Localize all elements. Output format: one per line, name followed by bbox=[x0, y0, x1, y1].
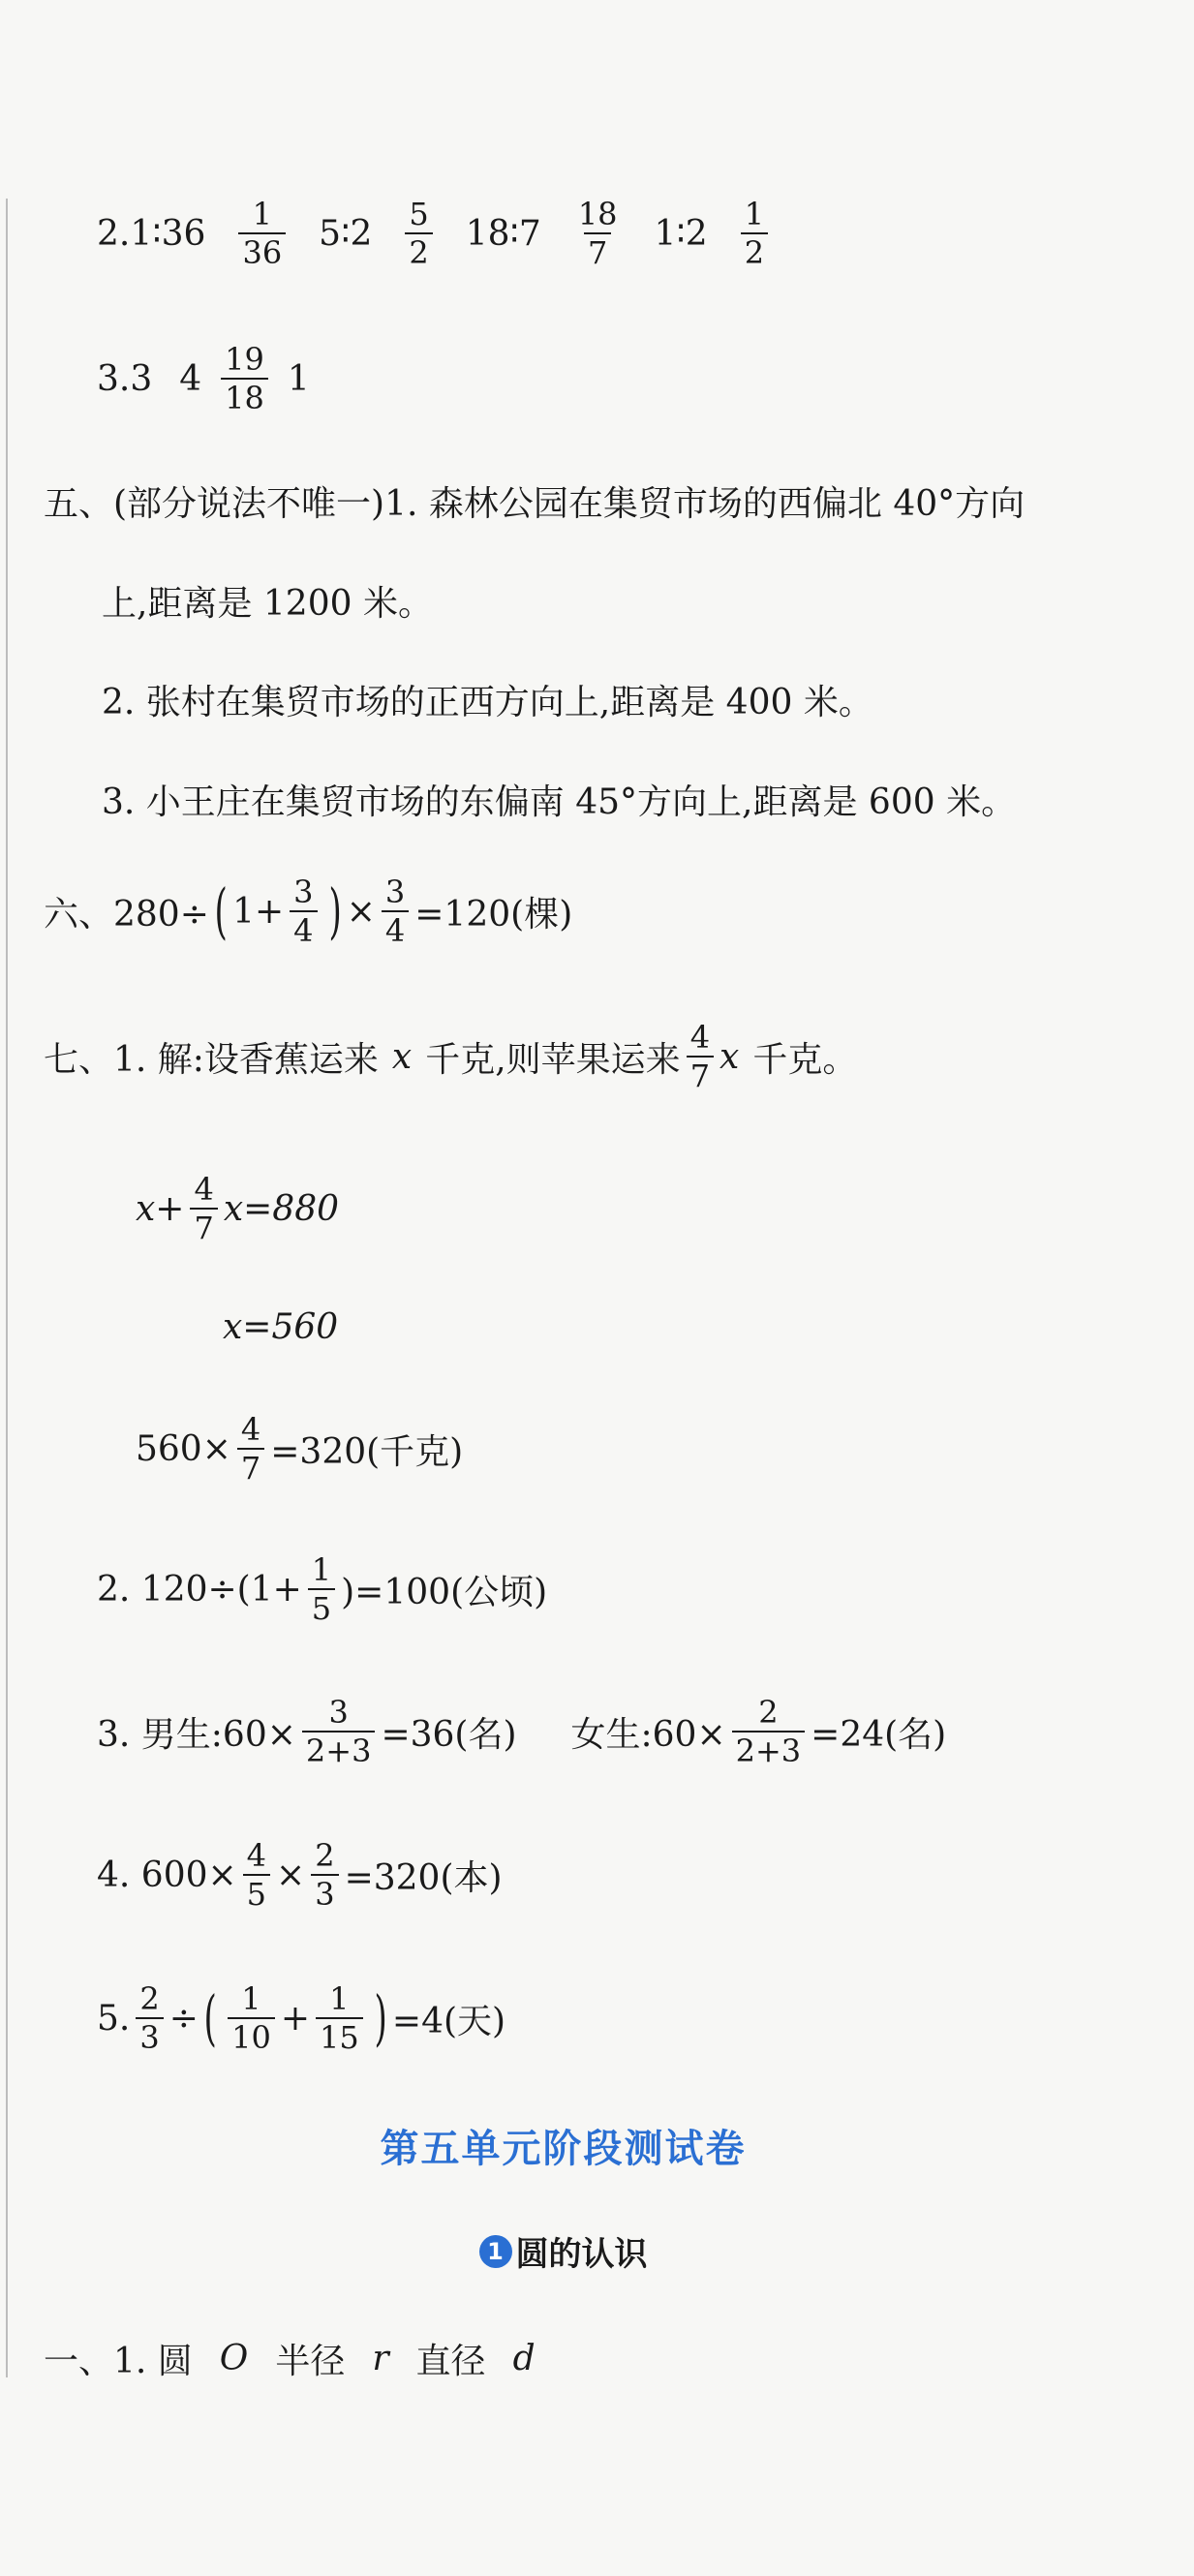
variable: x bbox=[391, 1036, 413, 1077]
fraction: $\frac{1}{10}$ bbox=[228, 1983, 275, 2053]
answer-5-2: 2. 张村在集贸市场的正西方向上,距离是 400 米。 bbox=[102, 683, 873, 722]
answer-7-3 bbox=[97, 1694, 947, 1769]
expr-text: 3. 男生:60× bbox=[97, 1714, 296, 1755]
ratio: 1∶2 bbox=[654, 213, 708, 254]
expr-text: 4. 600× bbox=[97, 1855, 237, 1895]
fraction: $\frac{4}{5}$ bbox=[243, 1840, 270, 1910]
fraction: $\frac{3}{4}$ bbox=[382, 876, 409, 946]
paren: ( bbox=[203, 1982, 217, 2053]
answer-7-2 bbox=[97, 1551, 548, 1627]
item-label: 3. bbox=[97, 358, 131, 399]
answer-4-3 bbox=[97, 341, 310, 416]
equation-2 bbox=[223, 1307, 338, 1347]
equation-1 bbox=[136, 1171, 340, 1246]
subtitle-text: 圆的认识 bbox=[515, 2235, 648, 2274]
fraction: $\frac{4}{7}$ bbox=[687, 1022, 714, 1091]
text: 直径 bbox=[415, 2342, 486, 2381]
text: 半径 bbox=[275, 2342, 346, 2381]
answer-7-5 bbox=[97, 1980, 506, 2056]
number-badge: 1 bbox=[479, 2235, 512, 2268]
expr-text: ÷ bbox=[168, 1998, 199, 2039]
ratio: 1∶36 bbox=[130, 213, 206, 254]
paren: ) bbox=[374, 1982, 387, 2053]
expr-text: x+ bbox=[136, 1188, 185, 1229]
fraction: $\frac{1}{15}$ bbox=[316, 1983, 363, 2053]
expr-text: 1+ bbox=[232, 891, 285, 932]
margin-line bbox=[6, 199, 8, 2377]
ratio: 5∶2 bbox=[319, 213, 373, 254]
section-subtitle bbox=[0, 2227, 1126, 2275]
answer-5-1-cont: 上,距离是 1200 米。 bbox=[102, 584, 433, 624]
answer-6 bbox=[44, 874, 573, 949]
variable: r bbox=[372, 2339, 389, 2378]
expr-text: 560× bbox=[136, 1428, 231, 1469]
fraction: $\frac{3}{2+3}$ bbox=[302, 1697, 376, 1766]
expr-text: 5. bbox=[97, 1998, 131, 2039]
expr-text: 2. 120÷(1+ bbox=[97, 1569, 302, 1610]
fraction: $\frac{4}{7}$ bbox=[237, 1414, 264, 1484]
expr-text: =320(本) bbox=[344, 1857, 503, 1898]
expr-text: × bbox=[276, 1855, 306, 1895]
fraction: $\frac{5}{2}$ bbox=[405, 199, 432, 268]
expr-text: x=880 bbox=[223, 1188, 340, 1229]
text: 七、1. 解:设香蕉运来 bbox=[44, 1039, 379, 1080]
expr-text: x=560 bbox=[223, 1307, 339, 1347]
expr-text: =120(棵) bbox=[414, 894, 573, 935]
fraction: $\frac{2}{3}$ bbox=[136, 1983, 163, 2053]
value: 4 bbox=[179, 358, 202, 399]
expr-text: × bbox=[346, 891, 376, 932]
fraction: $\frac{4}{7}$ bbox=[190, 1174, 217, 1243]
expr-text: 六、280÷ bbox=[44, 894, 209, 935]
paren: ) bbox=[327, 875, 342, 946]
answer-5-3: 3. 小王庄在集贸市场的东偏南 45°方向上,距离是 600 米。 bbox=[102, 782, 1017, 822]
text: 千克,则苹果运来 bbox=[425, 1039, 681, 1080]
expr-text: + bbox=[280, 1998, 310, 2039]
value: 3 bbox=[130, 358, 153, 399]
fraction: $\frac{19}{18}$ bbox=[221, 344, 268, 414]
fraction: $\frac{2}{2+3}$ bbox=[732, 1697, 806, 1766]
expr-text: =36(名) bbox=[381, 1714, 517, 1755]
fraction: $\frac{1}{2}$ bbox=[741, 199, 768, 268]
variable: x bbox=[719, 1036, 740, 1077]
variable: d bbox=[512, 2339, 536, 2378]
fraction: $\frac{18}{7}$ bbox=[577, 196, 618, 271]
expr-text: )=100(公顷) bbox=[341, 1572, 548, 1612]
variable: O bbox=[219, 2339, 249, 2378]
section-title: 第五单元阶段测试卷 bbox=[380, 2127, 747, 2171]
paren: ( bbox=[214, 875, 228, 946]
expr-text: =320(千克) bbox=[270, 1431, 464, 1472]
fraction: $\frac{1}{5}$ bbox=[308, 1554, 335, 1624]
answer-7-1 bbox=[44, 1019, 858, 1094]
fraction: $\frac{1}{36}$ bbox=[238, 199, 286, 268]
item-label: 2. bbox=[97, 213, 131, 254]
answer-7-4 bbox=[97, 1837, 503, 1913]
answer-4-2 bbox=[97, 196, 774, 271]
text: 千克。 bbox=[752, 1039, 858, 1080]
answer-1-1 bbox=[44, 2334, 536, 2383]
expr-text: =24(名) bbox=[811, 1714, 947, 1755]
expr-text: =4(天) bbox=[391, 2001, 506, 2041]
text: 一、1. 圆 bbox=[44, 2342, 193, 2381]
answer-5-1: 五、(部分说法不唯一)1. 森林公园在集贸市场的西偏北 40°方向 bbox=[44, 484, 1026, 524]
equation-3 bbox=[136, 1411, 464, 1487]
expr-text: 女生:60× bbox=[570, 1714, 726, 1755]
fraction: $\frac{3}{4}$ bbox=[290, 876, 317, 946]
ratio: 18∶7 bbox=[465, 213, 541, 254]
value: 1 bbox=[287, 358, 310, 399]
fraction: $\frac{2}{3}$ bbox=[311, 1840, 338, 1910]
